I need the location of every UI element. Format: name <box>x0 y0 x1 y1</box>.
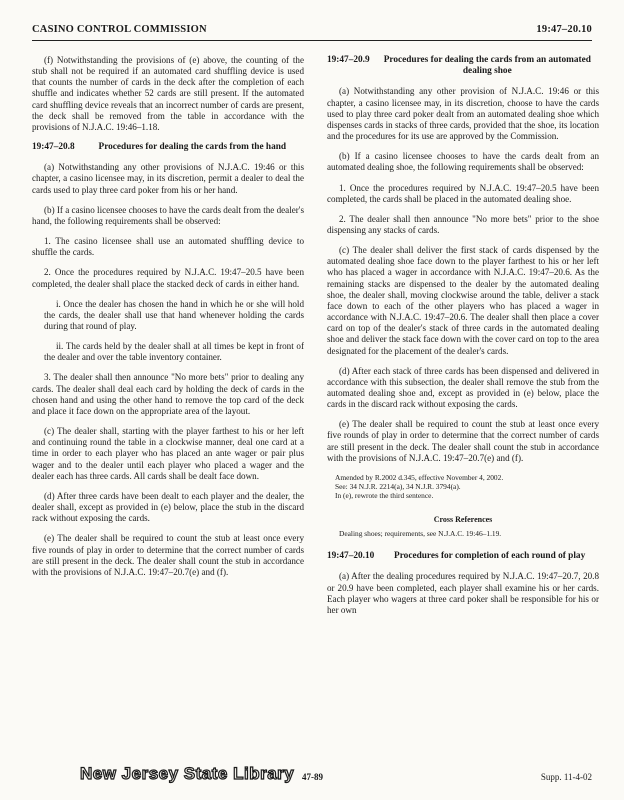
section-heading-20-10 <box>327 551 599 562</box>
page-number: 47-89 <box>302 772 323 782</box>
section-number: 19:47–20.8 <box>32 142 75 153</box>
paragraph-9-b2: 2. The dealer shall then announce "No more bets" prior to the shoe dispensing any stacks of cards. <box>327 213 599 235</box>
paragraph-9-a: (a) Notwithstanding any other provision of N.J.A.C. 19:46 or this chapter, a casino licensee may, in its discretion, choose to have the cards used to play three card poker dealt from an automated dealing shoe which dispenses cards in stacks of three cards, provided that the shoe, its location and the procedures for its use are approved by the Commission. <box>327 86 599 142</box>
paragraph-8-b: (b) If a casino licensee chooses to have the cards dealt from the dealer's hand, the following requirements shall be observed: <box>32 204 304 226</box>
paragraph-8-b2i: i. Once the dealer has chosen the hand in which he or she will hold the cards, the dealer shall use that hand whenever holding the cards during that round of play. <box>44 298 304 332</box>
section-title: Procedures for dealing the cards from the hand <box>98 142 287 153</box>
paragraph-9-b1: 1. Once the procedures required by N.J.A.C. 19:47–20.5 have been completed, the cards shall be placed in the automated dealing shoe. <box>327 182 599 204</box>
paragraph-8-e: (e) The dealer shall be required to count the stub at least once every five rounds of play in order to determine that the correct number of cards are still present in the deck. The dealer shall count the stub in accordance with the provisions of N.J.A.C. 19:47–20.7(e) and (f). <box>32 533 304 577</box>
paragraph-9-c: (c) The dealer shall deliver the first stack of cards dispensed by the automated dealing shoe face down to the player farthest to his or her left who has placed a wager in accordance with N.J.A.C. 19:47–20.6. As the remaining stacks are dispensed to the dealer by the automated dealing shoe, the dealer shall, moving clockwise around the table, deliver a stack face down to each of the other players who has placed a wager in accordance with N.J.A.C. 19:47–20.6. The dealer shall then place a cover card on top of the dealer's stack of three cards in the automated dealing shoe and deliver the stack face down with the cover card on top to the area designated for the placement of the dealer's cards. <box>327 245 599 356</box>
section-heading-20-8 <box>32 142 304 153</box>
section-number: 19:47–20.9 <box>327 55 370 65</box>
page-footer <box>32 762 592 786</box>
amendment-detail: In (e), rewrote the third sentence. <box>335 490 434 500</box>
amendment-note: Amended by R.2002 d.345, effective November 4, 2002. <box>335 472 504 482</box>
section-title: Procedures for dealing the cards from an automated dealing shoe <box>383 55 591 77</box>
supplement-date: Supp. 11-4-02 <box>540 772 592 782</box>
paragraph-8-c: (c) The dealer shall, starting with the player farthest to his or her left and continuing round the table in a clockwise manner, deal one card at a time in order to each player who has placed an ante wager or pair plus wager and to the dealer until each player who placed a wager and the dealer each has three cards. All cards shall be dealt face down. <box>32 426 304 481</box>
paragraph-8-d: (d) After three cards have been dealt to each player and the dealer, the dealer shall, except as provided in (e) below, place the stub in the discard rack without exposing the cards. <box>32 490 304 524</box>
paragraph-9-e: (e) The dealer shall be required to count the stub at least once every five rounds of play in order to determine that the correct number of cards are still present in the deck. The dealer shall count the stub in accordance with the provisions of N.J.A.C. 19:47–20.7(e) and (f). <box>327 419 599 463</box>
header-section-range: 19:47–20.10 <box>536 24 592 35</box>
paragraph-9-d: (d) After each stack of three cards has been dispensed and delivered in accordance with this subsection, the dealer shall remove the stub from the automated dealing shoe and, except as provided in (e) below, place the cards in the discard rack without exposing the cards. <box>327 365 599 410</box>
right-column <box>327 55 599 755</box>
section-heading-20-9 <box>327 55 599 77</box>
paragraph-7-f: (f) Notwithstanding the provisions of (e) above, the counting of the stub shall not be required if an automated card shuffling device is used that counts the number of cards in the deck after the completion of each shuffle and indicates whether 52 cards are still present. If the automated card shuffling device reveals that an incorrect number of cards are present, the deck shall be removed from the table in accordance with the provisions of N.J.A.C. 19:46–1.18. <box>32 55 304 132</box>
paragraph-8-b1: 1. The casino licensee shall use an automated shuffling device to shuffle the cards. <box>32 236 304 258</box>
section-number: 19:47–20.10 <box>327 551 375 562</box>
paragraph-8-b3: 3. The dealer shall then announce "No more bets" prior to dealing any cards. The dealer shall deal each card by holding the deck of cards in the chosen hand and using the other hand to remove the top card of the deck and place it face down on the appropriate area of the layout. <box>32 372 304 416</box>
left-column <box>32 55 304 755</box>
running-header <box>32 24 592 41</box>
cross-references-title: Cross References <box>433 514 493 524</box>
library-watermark: New Jersey State Library <box>80 764 295 783</box>
paragraph-10-a: (a) After the dealing procedures required by N.J.A.C. 19:47–20.7, 20.8 or 20.9 have been completed, each player shall examine his or her cards. Each player who wagers at three card poker shall be responsible for his or her own <box>327 571 599 615</box>
cross-reference-entry: Dealing shoes; requirements, see N.J.A.C. 19:46–1.19. <box>339 529 502 539</box>
paragraph-8-b2ii: ii. The cards held by the dealer shall at all times be kept in front of the dealer and over the table inventory container. <box>44 341 304 363</box>
paragraph-8-a: (a) Notwithstanding any other provisions of N.J.A.C. 19:46 or this chapter, a casino licensee may, in its discretion, permit a dealer to deal the cards used to play three card poker from his or her hand. <box>32 162 304 195</box>
paragraph-9-b: (b) If a casino licensee chooses to have the cards dealt from an automated dealing shoe, the following requirements shall be observed: <box>327 151 599 173</box>
amendment-citation: See: 34 N.J.R. 2214(a), 34 N.J.R. 3794(a). <box>335 481 461 491</box>
section-title: Procedures for completion of each round of play <box>394 551 586 562</box>
paragraph-8-b2: 2. Once the procedures required by N.J.A.C. 19:47–20.5 have been completed, the dealer shall place the stacked deck of cards in either hand. <box>32 267 304 289</box>
header-agency: CASINO CONTROL COMMISSION <box>32 24 207 35</box>
